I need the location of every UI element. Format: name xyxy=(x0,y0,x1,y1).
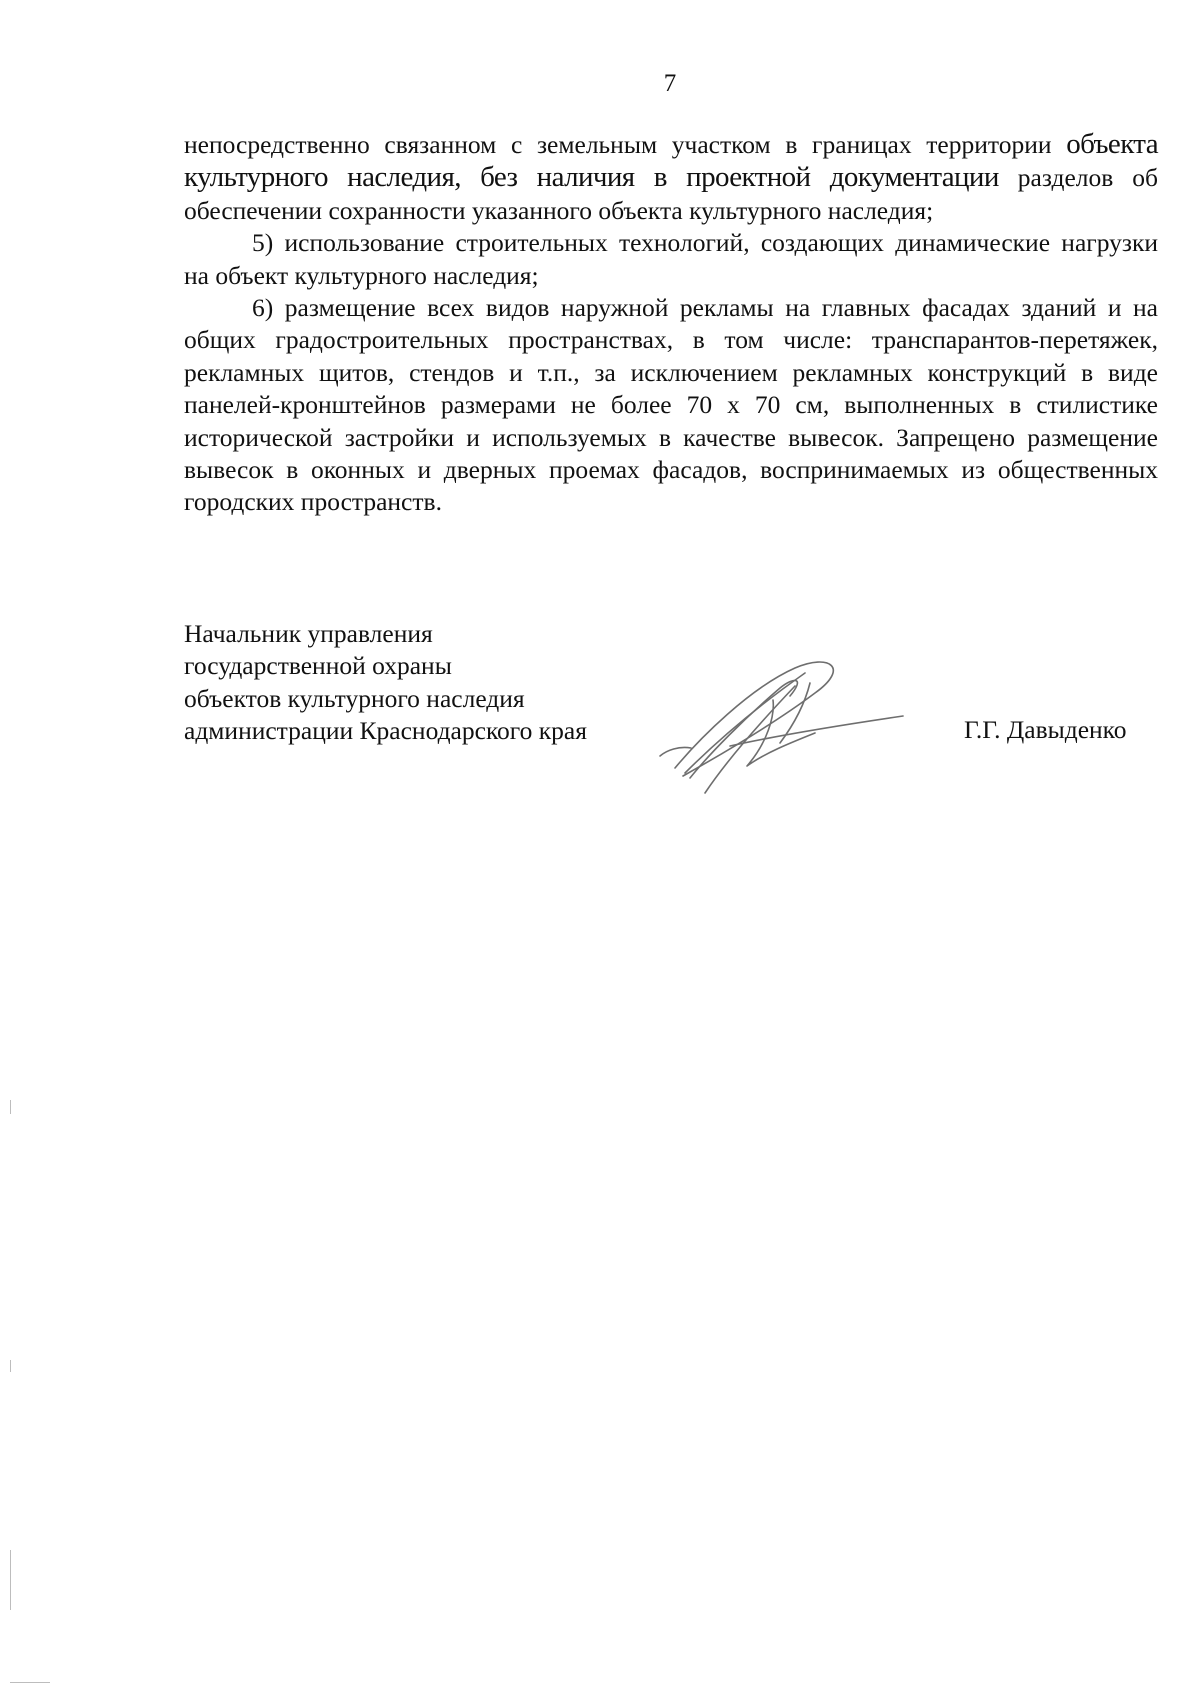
signer-title-line-1: Начальник управления xyxy=(184,619,433,648)
scan-margin-mark xyxy=(10,1100,11,1114)
list-item-5: 5) использование строительных технологий, создающих динамические нагрузки на объект культурного наследия; xyxy=(184,228,1158,290)
scan-margin-mark xyxy=(10,1360,11,1372)
handwritten-signature-icon xyxy=(655,648,915,798)
list-item-6: 6) размещение всех видов наружной рекламы на главных фасадах зданий и на общих градостроительных пространствах, в том числе: транспарантов-перетяжек, рекламных щитов, стендов и т.п., за исключением рекламных конструкций в виде панелей-кронштейнов размерами не более 70 х 70 см, выполненных в стилистике исторической застройки и используемых в качестве вывесок. Запрещено размещение вывесок в оконных и дверных проемах фасадов, воспринимаемых из общественных городских пространств. xyxy=(184,293,1158,517)
paragraph-text-start: непосредственно связанном с земельным участком в границах территории xyxy=(184,130,1052,159)
signer-title-line-3: объектов культурного наследия xyxy=(184,683,525,713)
paragraph-continuation xyxy=(184,128,1158,227)
document-body xyxy=(184,128,1158,519)
signer-name: Г.Г. Давыденко xyxy=(964,715,1127,744)
scan-margin-mark xyxy=(10,1550,11,1610)
scan-margin-mark xyxy=(10,1682,50,1683)
signer-title-line-4: администрации Краснодарского края xyxy=(184,716,587,746)
paragraph-text-wide: объекта культурного наследия, без наличия в проектной документации xyxy=(184,128,1159,194)
page-number: 7 xyxy=(663,70,677,97)
signer-title-line-2: государственной охраны xyxy=(184,651,452,681)
paragraph-text-end: разделов об обеспечении сохранности указанного объекта культурного наследия; xyxy=(184,163,1159,225)
signer-title xyxy=(184,618,587,748)
